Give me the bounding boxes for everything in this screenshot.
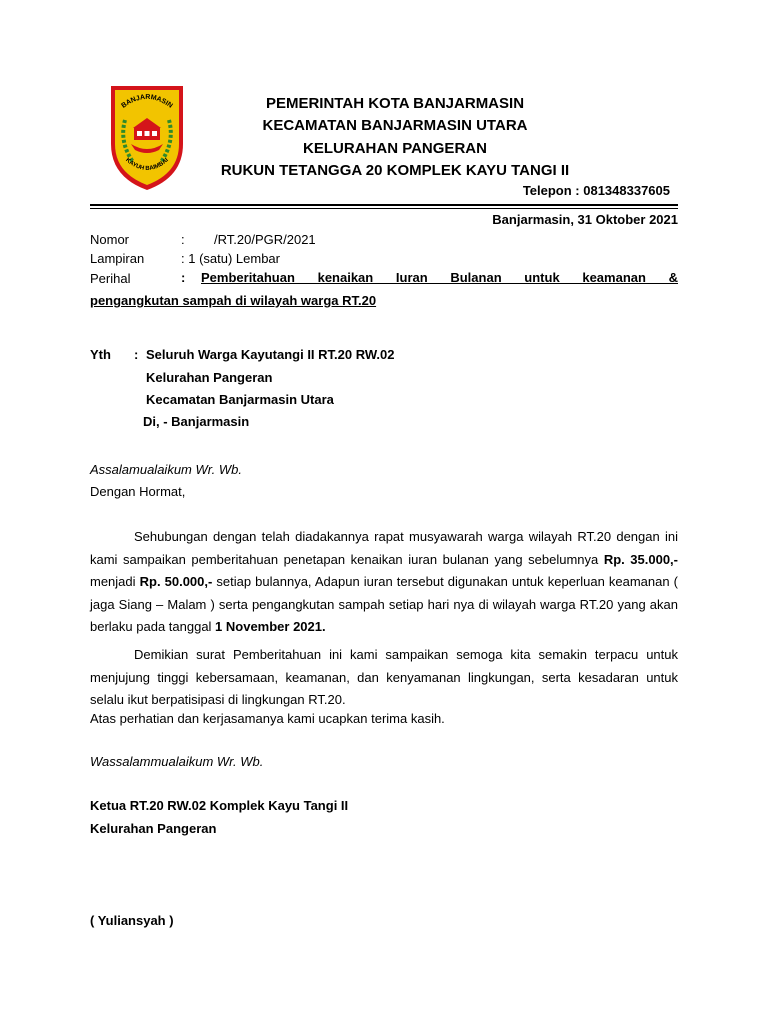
letterhead-line-1: PEMERINTAH KOTA BANJARMASIN — [265, 95, 525, 112]
closing: Wassalammualaikum Wr. Wb. — [90, 754, 264, 769]
phone-number: Telepon : 081348337605 — [522, 183, 670, 198]
signature-name: ( Yuliansyah ) — [90, 913, 174, 928]
yth-label: Yth — [90, 347, 111, 362]
letter-date: Banjarmasin, 31 Oktober 2021 — [492, 212, 678, 227]
greeting: Assalamualaikum Wr. Wb. — [90, 462, 242, 477]
body-paragraph-1-text-b: menjadi — [90, 574, 140, 589]
letterhead-line-2: KECAMATAN BANJARMASIN UTARA — [262, 117, 528, 134]
recipient-line-3: Kecamatan Banjarmasin Utara — [146, 392, 334, 407]
effective-date: 1 November 2021. — [215, 619, 326, 634]
logo-bottom-text: KAYUH BAIMBAI — [124, 157, 170, 173]
letterhead-line-4: RUKUN TETANGGA 20 KOMPLEK KAYU TANGI II — [220, 162, 570, 179]
new-fee-amount: Rp. 50.000,- — [139, 574, 213, 589]
perihal-subject-line-1: Pemberitahuan kenaikan Iuran Bulanan untuk keamanan & — [201, 270, 678, 285]
logo-top-text: BANJARMASIN — [120, 93, 174, 110]
letterhead-line-3: KELURAHAN PANGERAN — [303, 140, 487, 157]
body-paragraph-1 — [90, 526, 678, 639]
perihal-subject-line-2: pengangkutan sampah di wilayah warga RT.20 — [90, 293, 377, 308]
perihal-colon: : — [181, 270, 186, 285]
lampiran-value: : 1 (satu) Lembar — [181, 251, 280, 266]
signature-title-1: Ketua RT.20 RW.02 Komplek Kayu Tangi II — [90, 798, 349, 813]
body-paragraph-3: Atas perhatian dan kerjasamanya kami ucapkan terima kasih. — [90, 711, 445, 726]
signature-title-2: Kelurahan Pangeran — [90, 821, 217, 836]
body-paragraph-1-text-a: Sehubungan dengan telah diadakannya rapat musyawarah warga wilayah RT.20 dengan ini kami sampaikan pemberitahuan penetapan kenaikan iuran bulanan yang sebelumnya — [90, 529, 678, 567]
body-paragraph-2: Demikian surat Pemberitahuan ini kami sampaikan semoga kita semakin terpacu untuk menjujung tinggi kebersamaan, keamanan, dan kenyamanan lingkungan, serta kesadaran untuk selalu ikut berpatisipasi di lingkungan RT.20. — [90, 647, 678, 707]
old-fee-amount: Rp. 35.000,- — [603, 551, 678, 567]
nomor-label: Nomor — [90, 232, 130, 247]
recipient-line-2: Kelurahan Pangeran — [146, 370, 273, 385]
perihal-label: Perihal — [90, 271, 131, 286]
nomor-colon: : — [181, 232, 185, 247]
letterhead-rule-thin — [90, 208, 678, 209]
recipient-line-1: Seluruh Warga Kayutangi II RT.20 RW.02 — [146, 347, 395, 362]
lampiran-label: Lampiran — [90, 251, 145, 266]
salutation: Dengan Hormat, — [90, 484, 186, 499]
recipient-line-4: Di, - Banjarmasin — [143, 414, 250, 429]
body-paragraph-1-text-c: setiap bulannya, Adapun iuran tersebut digunakan untuk keperluan keamanan ( jaga Siang – Malam ) serta pengangkutan sampah setiap hari nya di wilayah warga RT.20 yang akan berlaku pada tanggal — [90, 574, 679, 634]
yth-colon: : — [134, 347, 139, 362]
letterhead-rule — [90, 204, 678, 206]
nomor-value: /RT.20/PGR/2021 — [214, 232, 316, 247]
